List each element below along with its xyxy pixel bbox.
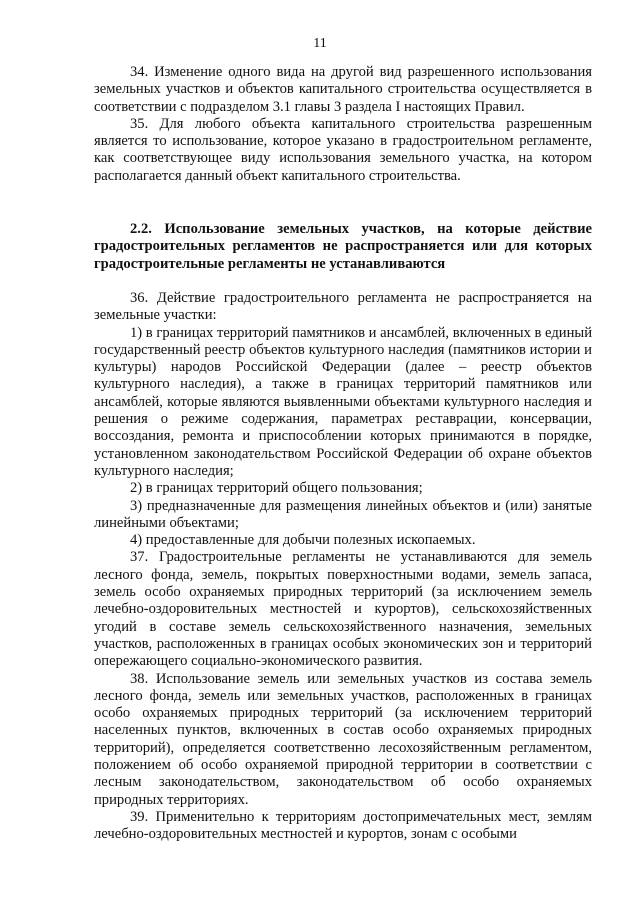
page-body: [94, 64, 592, 843]
list-item-4: 4) предоставленные для добычи полезных ископаемых.: [130, 532, 476, 549]
paragraph-38: 38. Использование земель или земельных участков из состава земель лесного фонда, земель или земельных участков, расположенных в границах особо охраняемых природных территорий (за исключением территорий населенных пунктов, включенных в состав особо охраняемых природных территорий), определяется соответственно лесохозяйственным регламентом, положением об особо охраняемой природной территории в соответствии с лесным законодательством, законодательством об особо охраняемых природных территориях.: [94, 670, 592, 808]
list-item-3: 3) предназначенные для размещения линейных объектов и (или) занятые линейными объектами;: [94, 497, 592, 531]
list-item-1: 1) в границах территорий памятников и ансамблей, включенных в единый государственный реестр объектов культурного наследия (памятников истории и культуры) народов Российской Федерации (далее – реестр объектов культурного наследия), а также в границах территорий памятников или ансамблей, которые являются выявленными объектами культурного наследия и решения о режиме содержания, параметрах реставрации, консервации, воссоздания, ремонта и приспособлении которых принимаются в порядке, установленном законодательством Российской Федерации об охране объектов культурного наследия;: [94, 324, 593, 479]
section-heading: 2.2. Использование земельных участков, на которые действие градостроительных регламентов не распространяется или для которых градостроительные регламенты не устанавливаются: [94, 221, 592, 272]
list-item-2: 2) в границах территорий общего пользования;: [130, 480, 423, 497]
paragraph-35: 35. Для любого объекта капитального строительства разрешенным является то использование, которое указано в градостроительном регламенте, как соответствующее виду использования земельного участка, на котором располагается данный объект капитального строительства.: [94, 115, 592, 184]
page-number: 11: [313, 36, 327, 51]
paragraph-34: 34. Изменение одного вида на другой вид разрешенного использования земельных участков и объектов капитального строительства осуществляется в соответствии с подразделом 3.1 главы 3 раздела I настоящих Правил.: [94, 64, 592, 115]
paragraph-37: 37. Градостроительные регламенты не устанавливаются для земель лесного фонда, земель, покрытых поверхностными водами, земель запаса, земель особо охраняемых природных территорий (за исключением земель лечебно-оздоровительных местностей и курортов), сельскохозяйственных угодий в составе земель сельскохозяйственного назначения, земельных участков, расположенных в границах особых экономических зон и территорий опережающего социально-экономического развития.: [94, 549, 592, 670]
paragraph-39: 39. Применительно к территориям достопримечательных мест, землям лечебно-оздоровительных местностей и курортов, зонам с особыми: [94, 808, 592, 843]
paragraph-36: 36. Действие градостроительного регламента не распространяется на земельные участки:: [94, 289, 592, 324]
